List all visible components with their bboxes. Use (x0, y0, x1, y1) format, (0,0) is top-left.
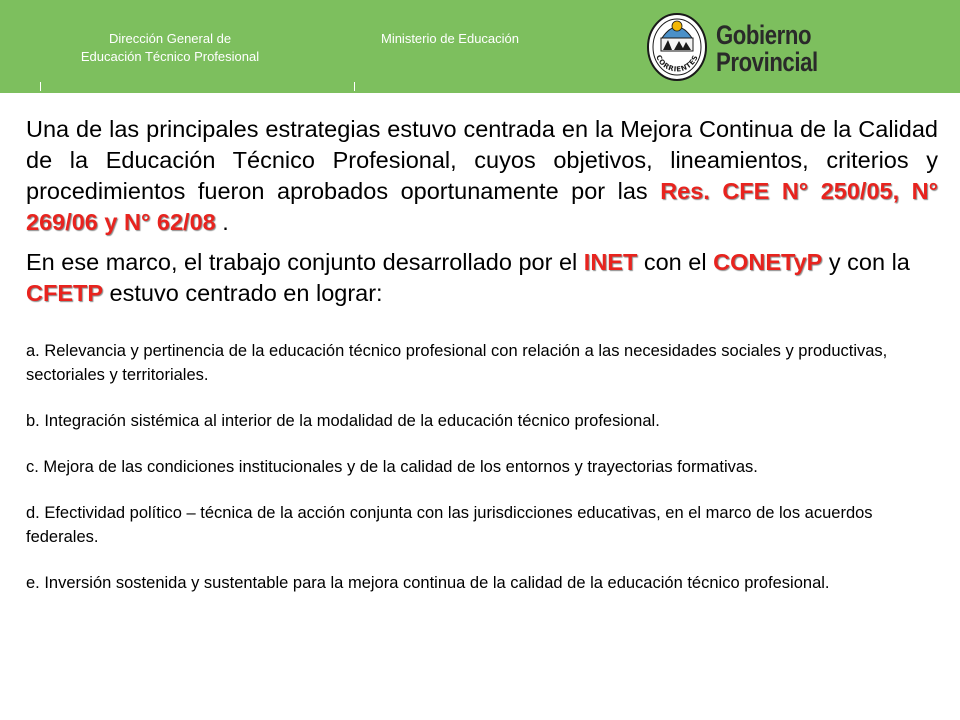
resolution-reference: Res. CFE N° 250/05, N° 269/06 y N° 62/08 (26, 178, 938, 235)
inet-label: INET (583, 249, 638, 275)
header-ministry: Ministerio de Educación (380, 31, 520, 46)
header-left-line1: Dirección General de (108, 31, 232, 46)
conetyp-label: CONETyP (713, 249, 823, 275)
logo-wordmark (716, 22, 818, 76)
header-left-title (20, 30, 320, 66)
goal-item-c: c. Mejora de las condiciones institucionales y de la calidad de los entornos y trayectorias formativas. (26, 458, 758, 476)
paragraph-framework (26, 247, 938, 309)
framework-text-1: En ese marco, el trabajo conjunto desarrollado por el (26, 249, 584, 275)
paragraph-strategy (26, 114, 938, 238)
framework-text-4: estuvo centrado en lograr: (103, 280, 383, 306)
goal-item-a: a. Relevancia y pertinencia de la educación técnico profesional con relación a las necesidades sociales y productivas, sectoriales y territoriales. (26, 342, 888, 384)
logo-line2: Provincial (716, 47, 818, 77)
logo-line1: Gobierno (716, 20, 812, 50)
gobierno-provincial-logo (640, 8, 830, 84)
goal-item-d: d. Efectividad político – técnica de la acción conjunta con las jurisdicciones educativas, en el marco de los acuerdos federales. (26, 504, 873, 546)
framework-text-2: con el (637, 249, 714, 275)
cfetp-label: CFETP (26, 280, 104, 306)
header-left-line2: Educación Técnico Profesional (80, 49, 260, 64)
goal-item-e: e. Inversión sostenida y sustentable para la mejora continua de la calidad de la educación técnico profesional. (26, 574, 830, 592)
framework-text-3: y con la (822, 249, 910, 275)
paragraph-strategy-end: . (215, 209, 229, 235)
slide-body (26, 114, 938, 595)
header-bar (0, 0, 960, 93)
goal-item-b: b. Integración sistémica al interior de la modalidad de la educación técnico profesional. (26, 412, 660, 430)
paragraph-strategy-text: Una de las principales estrategias estuvo centrada en la Mejora Continua de la Calidad de la Educación Técnico Profesional, cuyos objetivos, lineamientos, criterios y procedimientos fueron aprobados oportunamente por las (26, 116, 938, 204)
header-divider-right (354, 82, 355, 91)
corrientes-seal-icon (644, 10, 710, 82)
header-divider-left (40, 82, 41, 91)
seal-label: CORRIENTES (654, 53, 700, 74)
